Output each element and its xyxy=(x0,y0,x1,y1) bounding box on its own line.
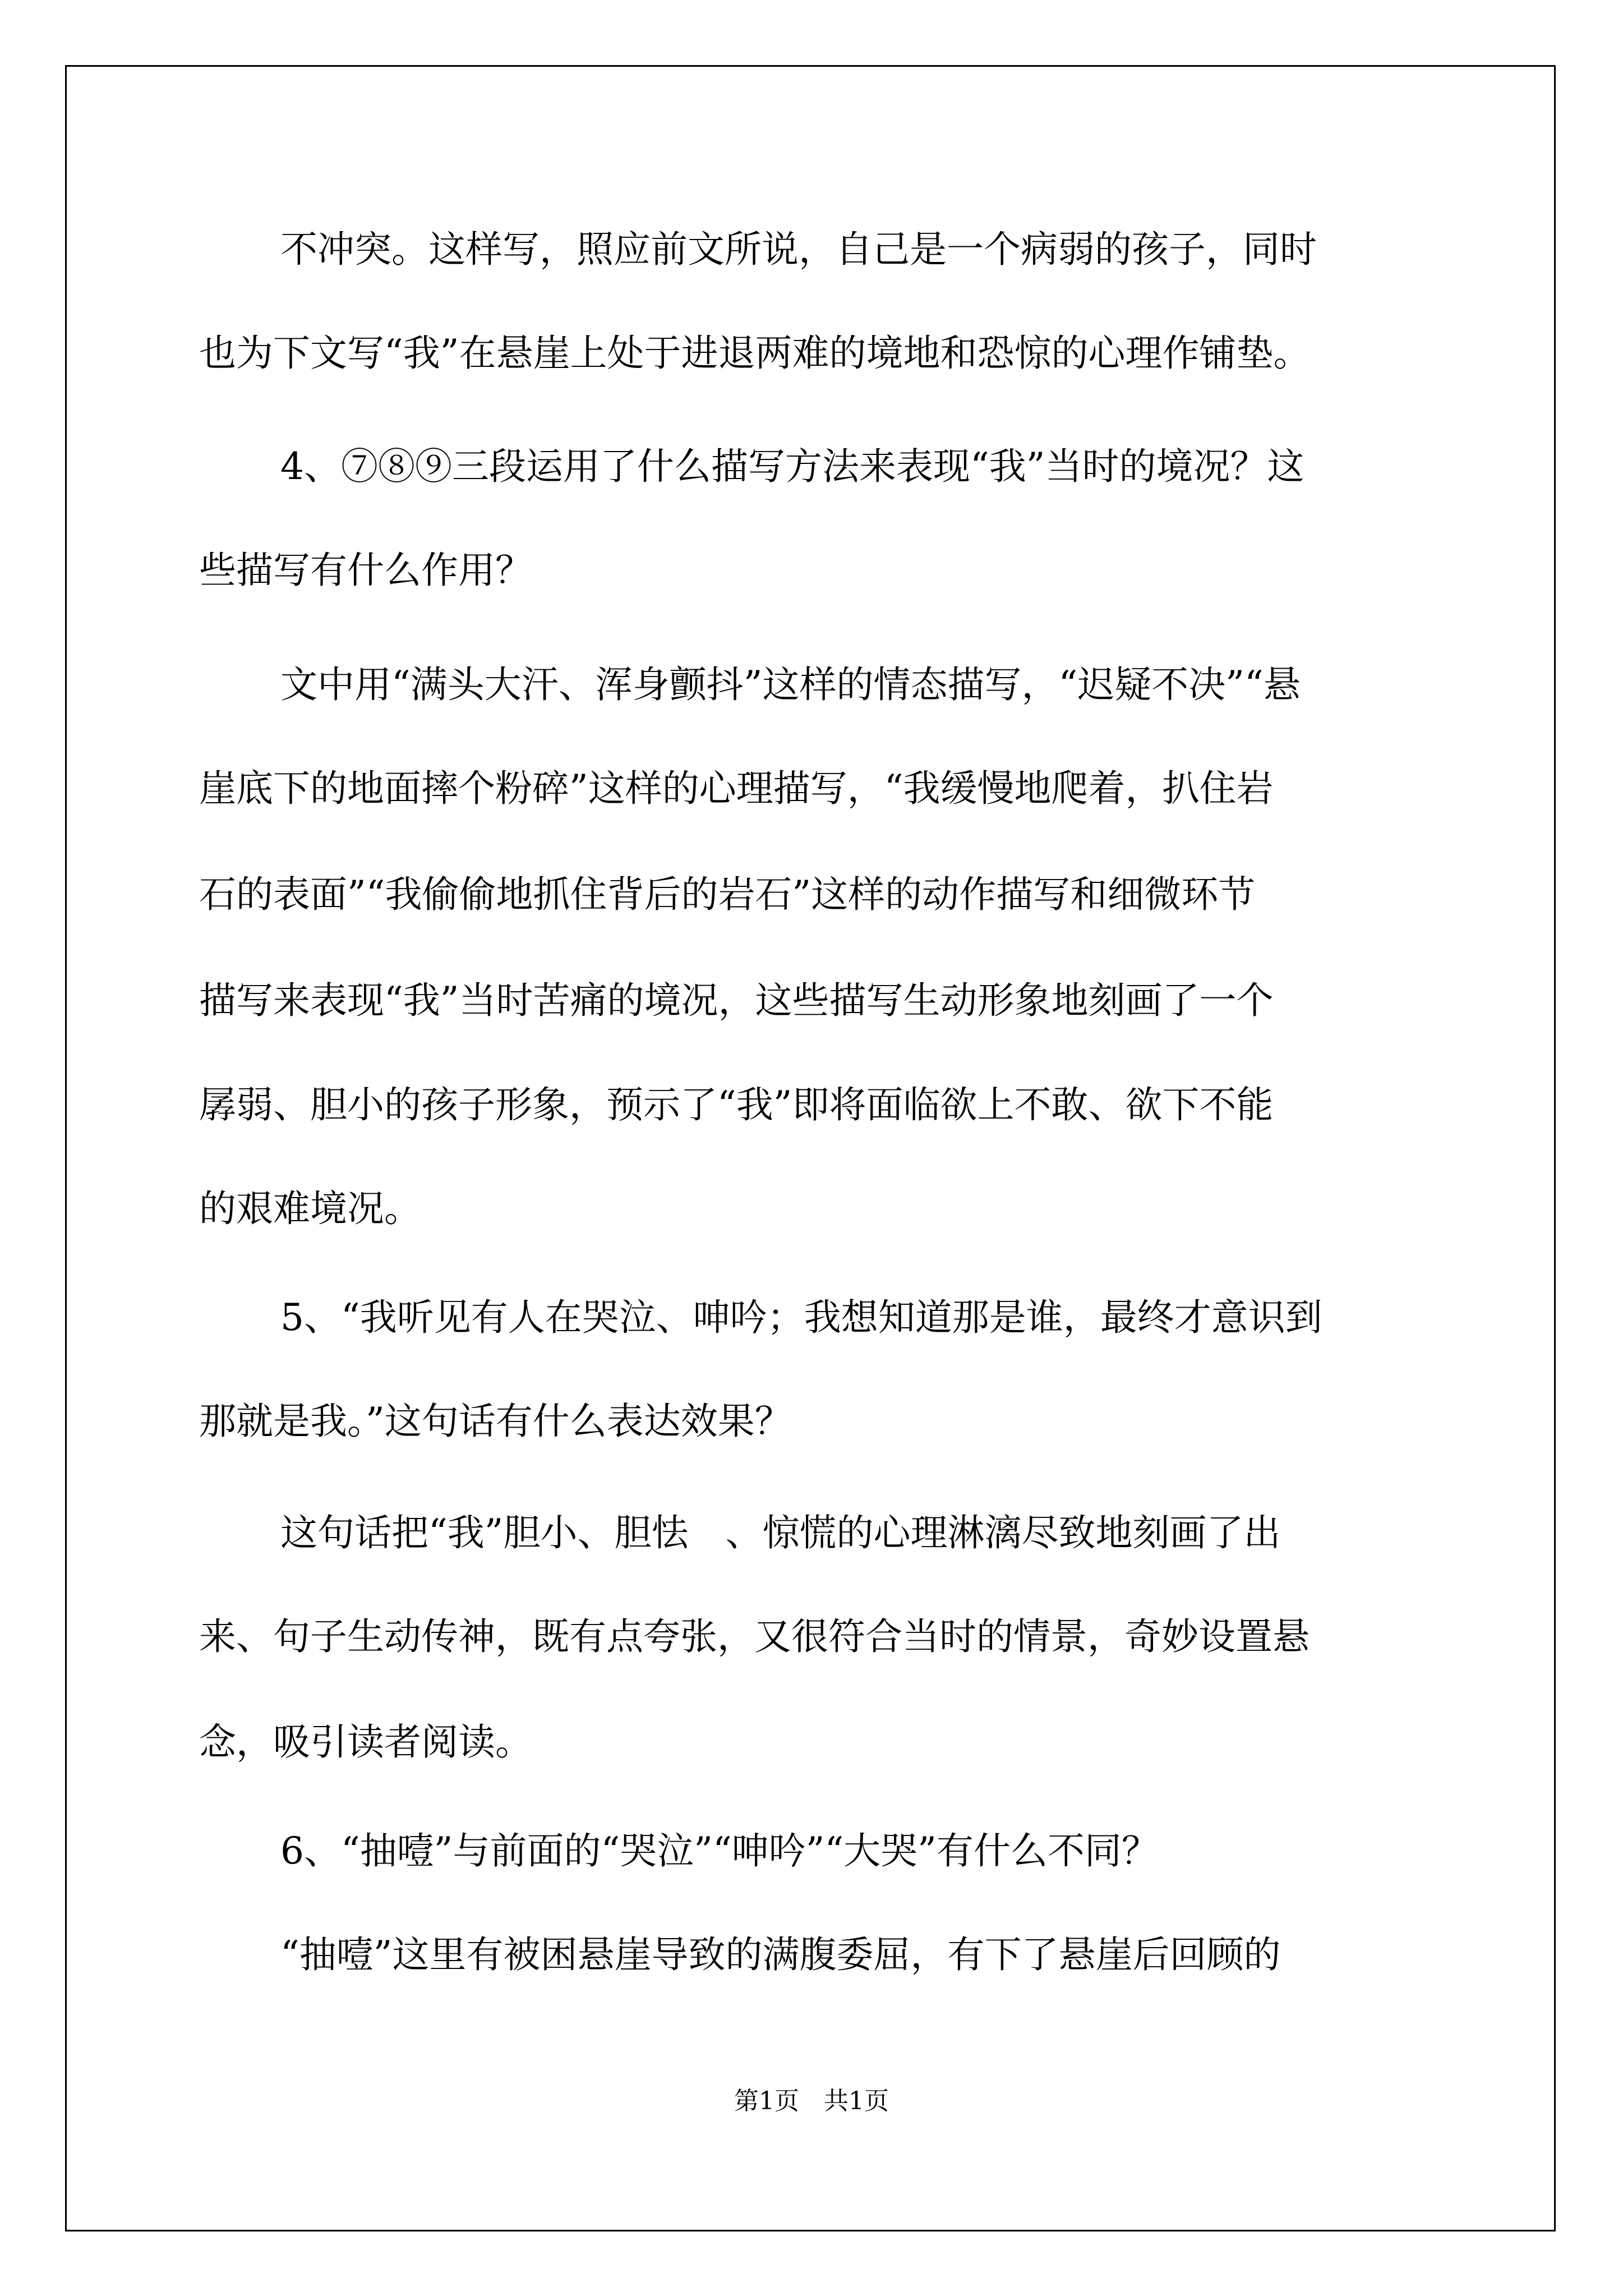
text-line-7: 石的表面”“我偷偷地抓住背后的岩石”这样的动作描写和细微环节 xyxy=(199,873,1256,916)
text-line-10: 的艰难境况。 xyxy=(199,1187,421,1230)
text-line-3: 4、⑦⑧⑨三段运用了什么描写方法来表现“我”当时的境况？这 xyxy=(280,445,1304,488)
text-line-8: 描写来表现“我”当时苦痛的境况，这些描写生动形象地刻画了一个 xyxy=(199,979,1274,1022)
text-line-17: “抽噎”这里有被困悬崖导致的满腹委屈，有下了悬崖后回顾的 xyxy=(280,1933,1281,1976)
text-line-5: 文中用“满头大汗、浑身颤抖”这样的情态描写，“迟疑不决”“悬 xyxy=(280,663,1301,706)
text-line-12: 那就是我。”这句话有什么表达效果？ xyxy=(199,1400,792,1443)
text-line-11: 5、“我听见有人在哭泣、呻吟；我想知道那是谁，最终才意识到 xyxy=(280,1296,1322,1339)
text-line-14: 来、句子生动传神，既有点夸张，又很符合当时的情景，奇妙设置悬 xyxy=(199,1615,1310,1658)
text-line-6: 崖底下的地面摔个粉碎”这样的心理描写，“我缓慢地爬着，扒住岩 xyxy=(199,767,1274,810)
text-line-1: 不冲突。这样写，照应前文所说，自己是一个病弱的孩子，同时 xyxy=(280,228,1317,271)
text-line-15: 念，吸引读者阅读。 xyxy=(199,1720,532,1764)
page-border xyxy=(65,65,1556,2231)
text-line-2: 也为下文写“我”在悬崖上处于进退两难的境地和恐惊的心理作铺垫。 xyxy=(199,332,1311,375)
page-footer: 第1页 共1页 xyxy=(734,2087,889,2115)
text-line-9: 孱弱、胆小的孩子形象，预示了“我”即将面临欲上不敢、欲下不能 xyxy=(199,1083,1274,1126)
text-line-4: 些描写有什么作用？ xyxy=(199,549,532,592)
text-line-13: 这句话把“我”胆小、胆怯 、惊慌的心理淋漓尽致地刻画了出 xyxy=(280,1511,1281,1554)
text-line-16: 6、“抽噎”与前面的“哭泣”“呻吟”“大哭”有什么不同？ xyxy=(280,1829,1159,1872)
